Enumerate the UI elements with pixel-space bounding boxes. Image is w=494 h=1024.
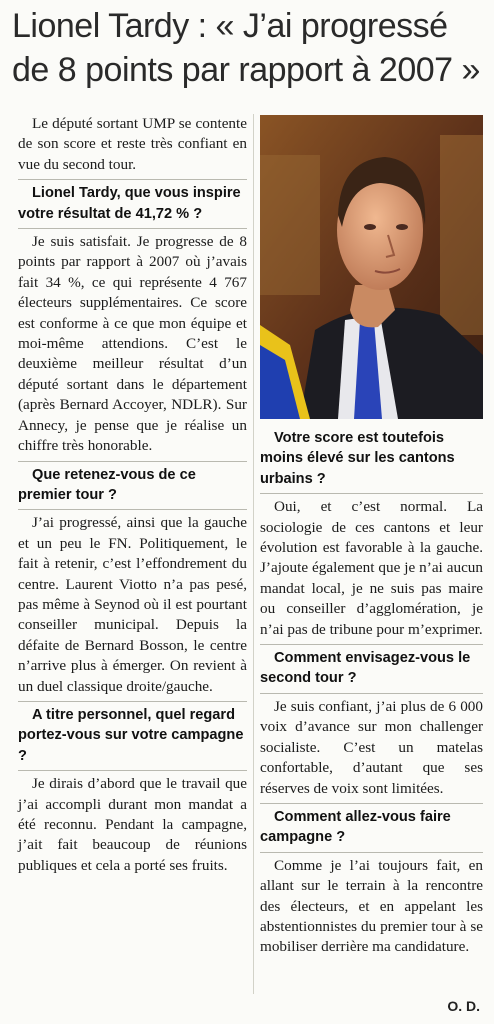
- divider: [18, 179, 247, 180]
- question-4: Votre score est toutefois moins élevé sur les cantons urbains ?: [260, 430, 455, 487]
- answer-1: Je suis satisfait. Je progresse de 8 points par rapport à 2007 où j’avais fait 34 %, ce qui représente 4 767 électeurs supplémentaires. Ce score est conforme à ce que mon équipe et moi-même attendions. C’est le deuxième meilleur résultat d’un député sortant dans le département (après Bernard Accoyer, NDLR). Sur Annecy, je pense que je réalise un chiffre très honorable.: [18, 233, 247, 455]
- question-1: Lionel Tardy, que vous inspire votre résultat de 41,72 % ?: [18, 185, 241, 222]
- answer-5: Je suis confiant, j’ai plus de 6 000 voix d’avance sur mon challenger socialiste. C’est un matelas confortable, d’autant que ses réserves de voix sont limitées.: [260, 697, 483, 797]
- author-signature: O. D.: [447, 998, 480, 1014]
- divider: [18, 509, 247, 510]
- intro-paragraph: Le député sortant UMP se contente de son score et reste très confiant en vue du second tour.: [18, 115, 247, 173]
- column-separator: [253, 114, 254, 994]
- headline: [12, 4, 486, 92]
- question-2: Que retenez-vous de ce premier tour ?: [18, 466, 196, 503]
- portrait-photo: [260, 115, 483, 419]
- headline-line-1: Lionel Tardy : « J’ai progressé: [12, 7, 448, 45]
- question-3: A titre personnel, quel regard portez-vous sur votre campagne ?: [18, 706, 244, 764]
- answer-2: J’ai progressé, ainsi que la gauche et un peu le FN. Politiquement, le fait à retenir, c’est l’effondrement du centre. Laurent Viotto n’a pas pesé, pas même à Seynod où il est pourtant conseiller municipal. Depuis la défaite de Bernard Bosson, le centre n’arrive plus à émerger. On revient à un duel classique droite/gauche.: [18, 514, 247, 695]
- divider: [260, 803, 483, 804]
- divider: [18, 701, 247, 702]
- answer-6: Comme je l’ai toujours fait, en allant sur le terrain à la rencontre des électeurs, et en appelant les abstentionnistes du premier tour à se mobiliser derrière ma candidature.: [260, 856, 483, 956]
- divider: [260, 493, 483, 494]
- answer-4: Oui, et c’est normal. La sociologie de ces cantons et leur évolution est favorable à la gauche. J’ajoute également que je n’ai aucun mandat local, je ne suis pas maire ou conseiller d’agglomération, je n’ai pas de tribune pour m’exprimer.: [260, 498, 483, 638]
- divider: [260, 852, 483, 853]
- question-6: Comment allez-vous faire campagne ?: [260, 808, 451, 846]
- headline-line-2: de 8 points par rapport à 2007 »: [12, 51, 480, 89]
- divider: [18, 228, 247, 229]
- divider: [260, 644, 483, 645]
- left-column: [18, 114, 247, 880]
- portrait-illustration: [260, 115, 483, 419]
- question-5: Comment envisagez-vous le second tour ?: [260, 650, 471, 687]
- divider: [260, 693, 483, 694]
- divider: [18, 461, 247, 462]
- answer-3: Je dirais d’abord que le travail que j’ai accompli durant mon mandat a été reconnu. Pendant la campagne, j’ait fait beaucoup de réunions publiques et cela a porté ses fruits.: [18, 775, 247, 874]
- right-column: [260, 425, 483, 962]
- divider: [18, 770, 247, 771]
